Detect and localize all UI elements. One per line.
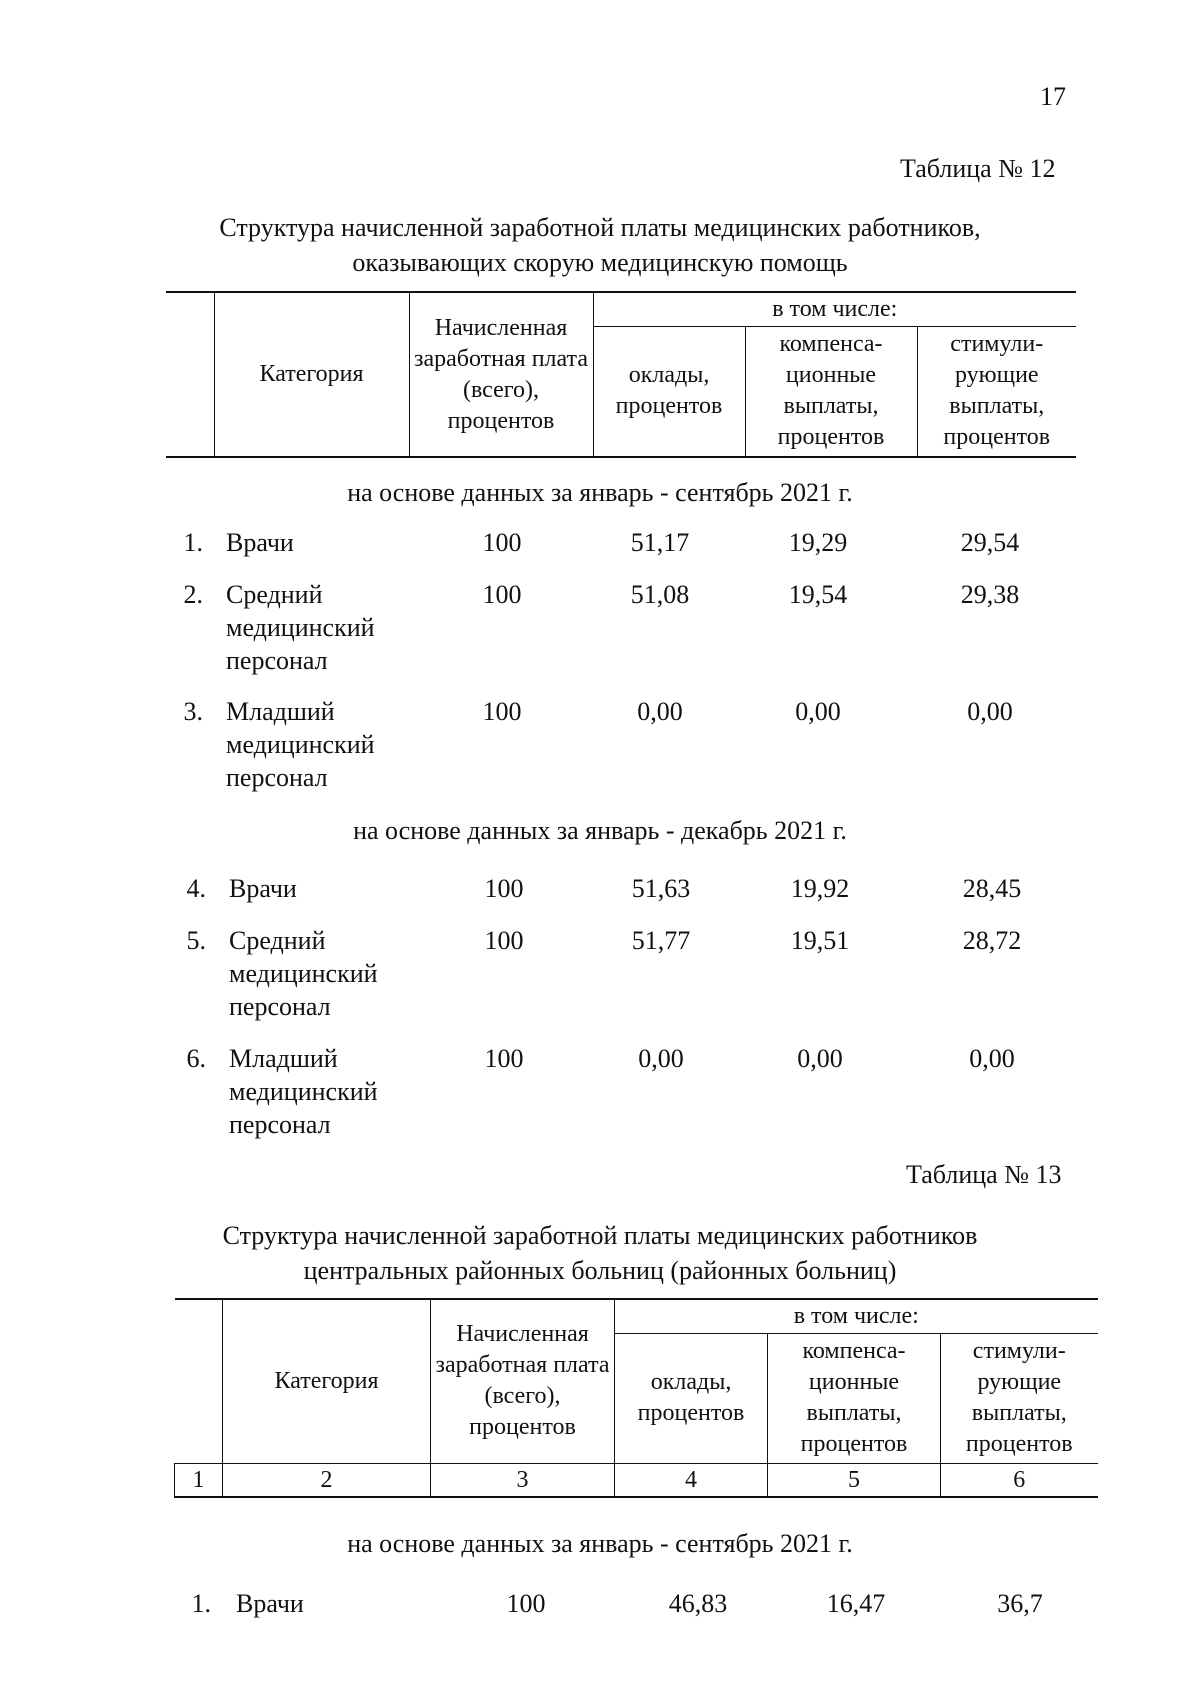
- table-12-incentive-header: стимули-рующие выплаты, процентов: [917, 326, 1076, 457]
- row-category: Младший медицинский персонал: [226, 697, 375, 792]
- table-12-section-title: на основе данных за январь - декабрь 2021 г.: [353, 816, 847, 845]
- row-total: 100: [482, 580, 522, 609]
- row-salaries: 51,08: [630, 580, 690, 609]
- table-13-total-header: Начисленная заработная плата (всего), процентов: [431, 1299, 615, 1463]
- table-12-section-title: на основе данных за январь - сентябрь 2021 г.: [347, 478, 853, 507]
- row-compensation: 19,92: [790, 874, 850, 903]
- table-12-header: [166, 291, 1076, 458]
- table-13-label: Таблица № 13: [906, 1160, 1062, 1189]
- table-13-salaries-header: оклады, процентов: [615, 1333, 768, 1463]
- column-number: 4: [615, 1463, 768, 1497]
- row-number: 1.: [191, 1589, 211, 1618]
- row-category: Средний медицинский персонал: [226, 580, 375, 675]
- table-12-label: Таблица № 12: [900, 154, 1056, 183]
- row-number: 1.: [183, 528, 203, 557]
- row-number: 2.: [183, 580, 203, 609]
- row-incentive: 29,38: [960, 580, 1020, 609]
- row-compensation: 19,51: [790, 926, 850, 955]
- table-13-incentive-header: стимули-рующие выплаты, процентов: [941, 1333, 1098, 1463]
- row-category: Врачи: [226, 528, 294, 557]
- table-12-category-header: Категория: [214, 292, 409, 457]
- column-number: 5: [768, 1463, 941, 1497]
- row-category: Врачи: [229, 874, 297, 903]
- table-13-category-header: Категория: [223, 1299, 431, 1463]
- row-salaries: 51,63: [631, 874, 691, 903]
- table-row: [0, 695, 1200, 805]
- table-13-title-line2: центральных районных больниц (районных больниц): [303, 1256, 897, 1285]
- row-total: 100: [484, 1044, 524, 1073]
- row-salaries: 51,77: [631, 926, 691, 955]
- table-row: [0, 526, 1200, 566]
- row-compensation: 16,47: [826, 1589, 886, 1618]
- table-13-including-header: в том числе:: [615, 1299, 1098, 1333]
- column-number: 3: [431, 1463, 615, 1497]
- table-12-title-line2: оказывающих скорую медицинскую помощь: [352, 248, 848, 277]
- table-row: [0, 924, 1200, 1034]
- row-total: 100: [482, 528, 522, 557]
- table-row: [0, 872, 1200, 912]
- table-13-header: [174, 1298, 1098, 1498]
- row-salaries: 46,83: [668, 1589, 728, 1618]
- row-compensation: 19,29: [788, 528, 848, 557]
- row-total: 100: [484, 874, 524, 903]
- row-compensation: 0,00: [795, 697, 841, 726]
- page-number: 17: [1040, 82, 1066, 111]
- row-salaries: 0,00: [638, 1044, 684, 1073]
- column-number: 1: [175, 1463, 223, 1497]
- table-12-total-header: Начисленная заработная плата (всего), процентов: [409, 292, 593, 457]
- row-compensation: 19,54: [788, 580, 848, 609]
- row-category: Младший медицинский персонал: [229, 1044, 378, 1139]
- table-13-compensation-header: компенса-ционные выплаты, процентов: [768, 1333, 941, 1463]
- table-row: [0, 578, 1200, 688]
- row-number: 6.: [186, 1044, 206, 1073]
- table-12-title-line1: Структура начисленной заработной платы медицинских работников,: [219, 213, 981, 242]
- row-number: 4.: [186, 874, 206, 903]
- row-number: 5.: [186, 926, 206, 955]
- table-12-including-header: в том числе:: [593, 292, 1076, 326]
- row-total: 100: [506, 1589, 546, 1618]
- row-incentive: 36,7: [997, 1589, 1043, 1618]
- row-total: 100: [484, 926, 524, 955]
- table-row: [0, 1587, 1200, 1627]
- row-salaries: 0,00: [637, 697, 683, 726]
- row-incentive: 0,00: [969, 1044, 1015, 1073]
- table-13-title-line1: Структура начисленной заработной платы медицинских работников: [222, 1221, 978, 1250]
- row-incentive: 28,45: [962, 874, 1022, 903]
- table-12-number-header: [166, 292, 214, 457]
- table-13-number-header: [175, 1299, 223, 1463]
- column-number: 2: [223, 1463, 431, 1497]
- column-number: 6: [941, 1463, 1098, 1497]
- row-number: 3.: [183, 697, 203, 726]
- row-incentive: 28,72: [962, 926, 1022, 955]
- table-13-section-title: на основе данных за январь - сентябрь 2021 г.: [347, 1529, 853, 1558]
- table-12-compensation-header: компенса-ционные выплаты, процентов: [745, 326, 917, 457]
- row-compensation: 0,00: [797, 1044, 843, 1073]
- row-total: 100: [482, 697, 522, 726]
- row-category: Средний медицинский персонал: [229, 926, 378, 1021]
- row-incentive: 29,54: [960, 528, 1020, 557]
- table-row: [0, 1042, 1200, 1152]
- row-category: Врачи: [236, 1589, 304, 1618]
- table-12-salaries-header: оклады, процентов: [593, 326, 745, 457]
- row-salaries: 51,17: [630, 528, 690, 557]
- row-incentive: 0,00: [967, 697, 1013, 726]
